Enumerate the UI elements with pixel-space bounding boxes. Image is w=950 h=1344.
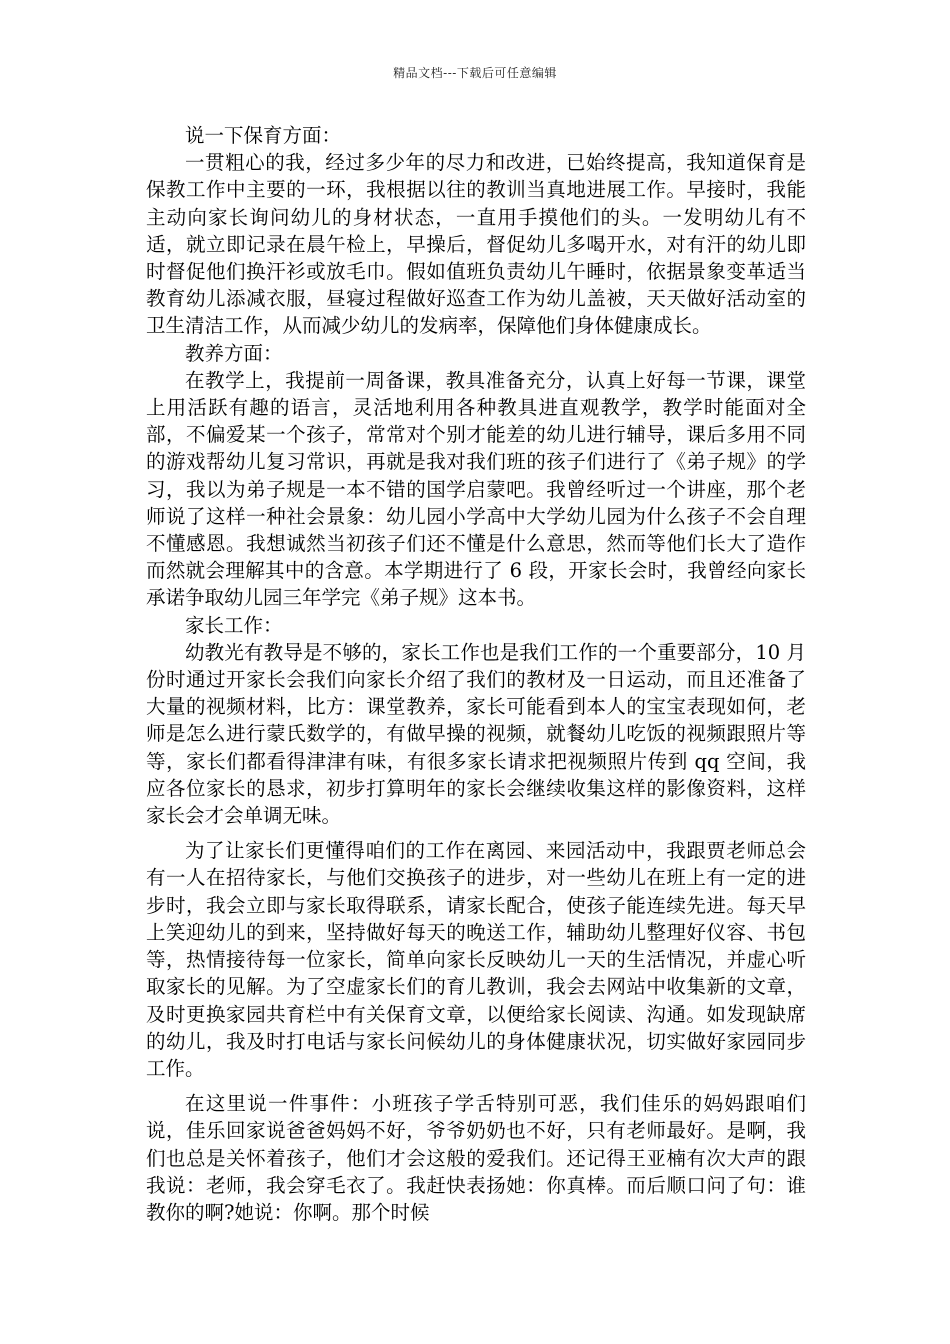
- document-body: [146, 122, 806, 1226]
- paragraph-childcare: 一贯粗心的我，经过多少年的尽力和改进，已始终提高，我知道保育是保教工作中主要的一环，我根据以往的教训当真地进展工作。早接时，我能主动向家长询问幼儿的身材状态，一直用手摸他们的头。一发明幼儿有不适，就立即记录在晨午检上，早操后，督促幼儿多喝开水，对有汗的幼儿即时督促他们换汗衫或放毛巾。假如值班负责幼儿午睡时，依据景象变革适当教育幼儿添减衣服，昼寝过程做好巡查工作为幼儿盖被，天天做好活动室的卫生清洁工作，从而减少幼儿的发病率，保障他们身体健康成长。: [146, 151, 806, 338]
- paragraph-parent-work: 幼教光有教导是不够的，家长工作也是我们工作的一个重要部分，10 月份时通过开家长会我们向家长介绍了我们的教材及一日运动，而且还准备了大量的视频材料，比方：课堂教养，家长可能看到本人的宝宝表现如何，老师是怎么进行蒙氏数学的，有做早操的视频，就餐幼儿吃饭的视频跟照片等等，家长们都看得津津有味，有很多家长请求把视频照片传到 qq 空间，我应各位家长的恳求，初步打算明年的家长会继续收集这样的影像资料，这样家长会才会单调无味。: [146, 640, 806, 828]
- section-heading-education: 教养方面：: [185, 341, 283, 365]
- paragraph-education: 在教学上，我提前一周备课，教具准备充分，认真上好每一节课，课堂上用活跃有趣的语言，灵活地利用各种教具进直观教学，教学时能面对全部，不偏爱某一个孩子，常常对个别才能差的幼儿进行辅导，课后多用不同的游戏帮幼儿复习常识，再就是我对我们班的孩子们进行了《弟子规》的学习，我以为弟子规是一本不错的国学启蒙吧。我曾经听过一个讲座，那个老师说了这样一种社会景象：幼儿园小学高中大学幼儿园为什么孩子不会自理不懂感恩。我想诚然当初孩子们还不懂是什么意思，然而等他们长大了造作而然就会理解其中的含意。本学期进行了 6 段，开家长会时，我曾经向家长承诺争取幼儿园三年学完《弟子规》这本书。: [146, 368, 806, 610]
- paragraph-anecdote: 在这里说一件事件：小班孩子学舌特别可恶，我们佳乐的妈妈跟咱们说，佳乐回家说爸爸妈妈不好，爷爷奶奶也不好，只有老师最好。是啊，我们也总是关怀着孩子，他们才会这般的爱我们。还记得王亚楠有次大声的跟我说：老师，我会穿毛衣了。我赶快表扬她：你真棒。而后顺口问了句：谁教你的啊?她说：你啊。那个时候: [146, 1092, 806, 1224]
- page-header: 精品文档---下载后可任意编辑: [393, 66, 557, 80]
- paragraph-parent-communication: 为了让家长们更懂得咱们的工作在离园、来园活动中，我跟贾老师总会有一人在招待家长，与他们交换孩子的进步，对一些幼儿在班上有一定的进步时，我会立即与家长取得联系，请家长配合，使孩子能连续先进。每天早上笑迎幼儿的到来，坚持做好每天的晚送工作，辅助幼儿整理好仪容、书包等，热情接待每一位家长，简单向家长反映幼儿一天的生活情况，并虚心听取家长的见解。为了空虚家长们的育儿教训，我会去网站中收集新的文章，及时更换家园共育栏中有关保育文章，以便给家长阅读、沟通。如发现缺席的幼儿，我及时打电话与家长问候幼儿的身体健康状况，切实做好家园同步工作。: [146, 839, 806, 1080]
- section-heading-childcare: 说一下保育方面：: [185, 124, 342, 147]
- section-heading-parent-work: 家长工作：: [185, 613, 283, 637]
